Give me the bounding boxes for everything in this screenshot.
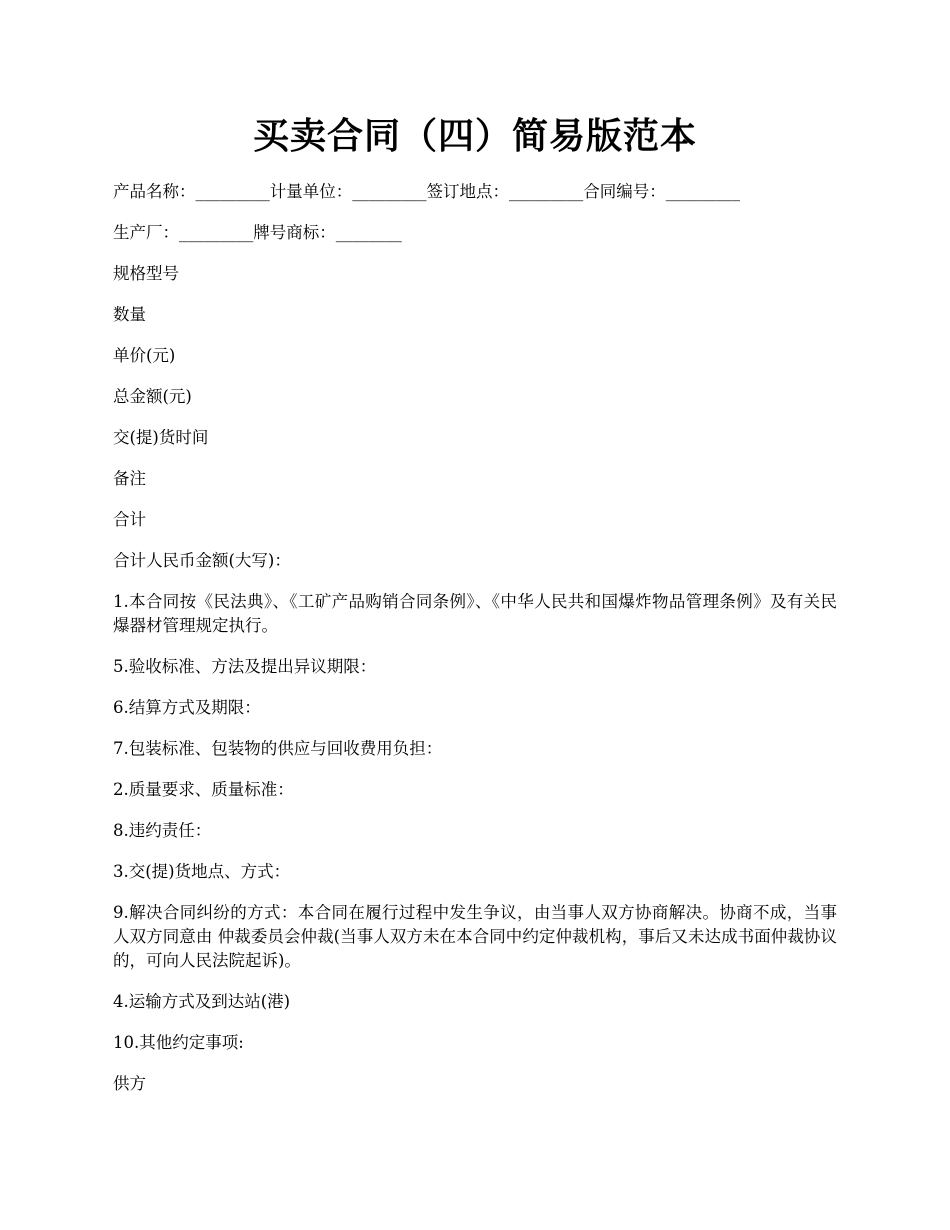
item-total-rmb-uppercase: 合计人民币金额(大写)： [113,551,291,570]
clause-9-dispute-resolution: 9.解决合同纠纷的方式：本合同在履行过程中发生争议，由当事人双方协商解决。协商不成，当事人双方同意由 仲裁委员会仲裁(当事人双方未在本合同中约定仲裁机构，事后又未达成书面仲裁协议的，可向人民法院起诉)。 [113,903,837,970]
document-body [113,180,837,1113]
clause-4-transport: 4.运输方式及到达站(港) [113,992,291,1011]
document-title: 买卖合同（四）简易版范本 [252,115,697,157]
clause-8-liability: 8.违约责任： [113,821,212,840]
item-total-amount: 总金额(元) [113,387,192,406]
clause-6-settlement: 6.结算方式及期限： [113,698,261,717]
signature-supplier: 供方 [113,1074,146,1093]
clause-7-packaging: 7.包装标准、包装物的供应与回收费用负担： [113,739,443,758]
clause-1-legal-basis: 1.本合同按《民法典》、《工矿产品购销合同条例》、《中华人民共和国爆炸物品管理条例》及有关民爆器材管理规定执行。 [113,592,837,635]
item-remarks: 备注 [113,469,146,488]
clause-5-acceptance: 5.验收标准、方法及提出异议期限： [113,657,377,676]
item-unit-price: 单价(元) [113,346,176,365]
field-line-manufacturer: 生产厂：_________牌号商标：________ [113,223,402,242]
field-line-product-info: 产品名称：_________计量单位：_________签订地点：_________合同编号：_________ [113,182,740,201]
item-subtotal: 合计 [113,510,146,529]
item-spec-model: 规格型号 [113,264,179,283]
clause-10-other: 10.其他约定事项: [113,1033,244,1052]
item-delivery-time: 交(提)货时间 [113,428,209,447]
item-quantity: 数量 [113,305,146,324]
clause-3-delivery-place: 3.交(提)货地点、方式： [113,862,291,881]
clause-2-quality: 2.质量要求、质量标准： [113,780,294,799]
